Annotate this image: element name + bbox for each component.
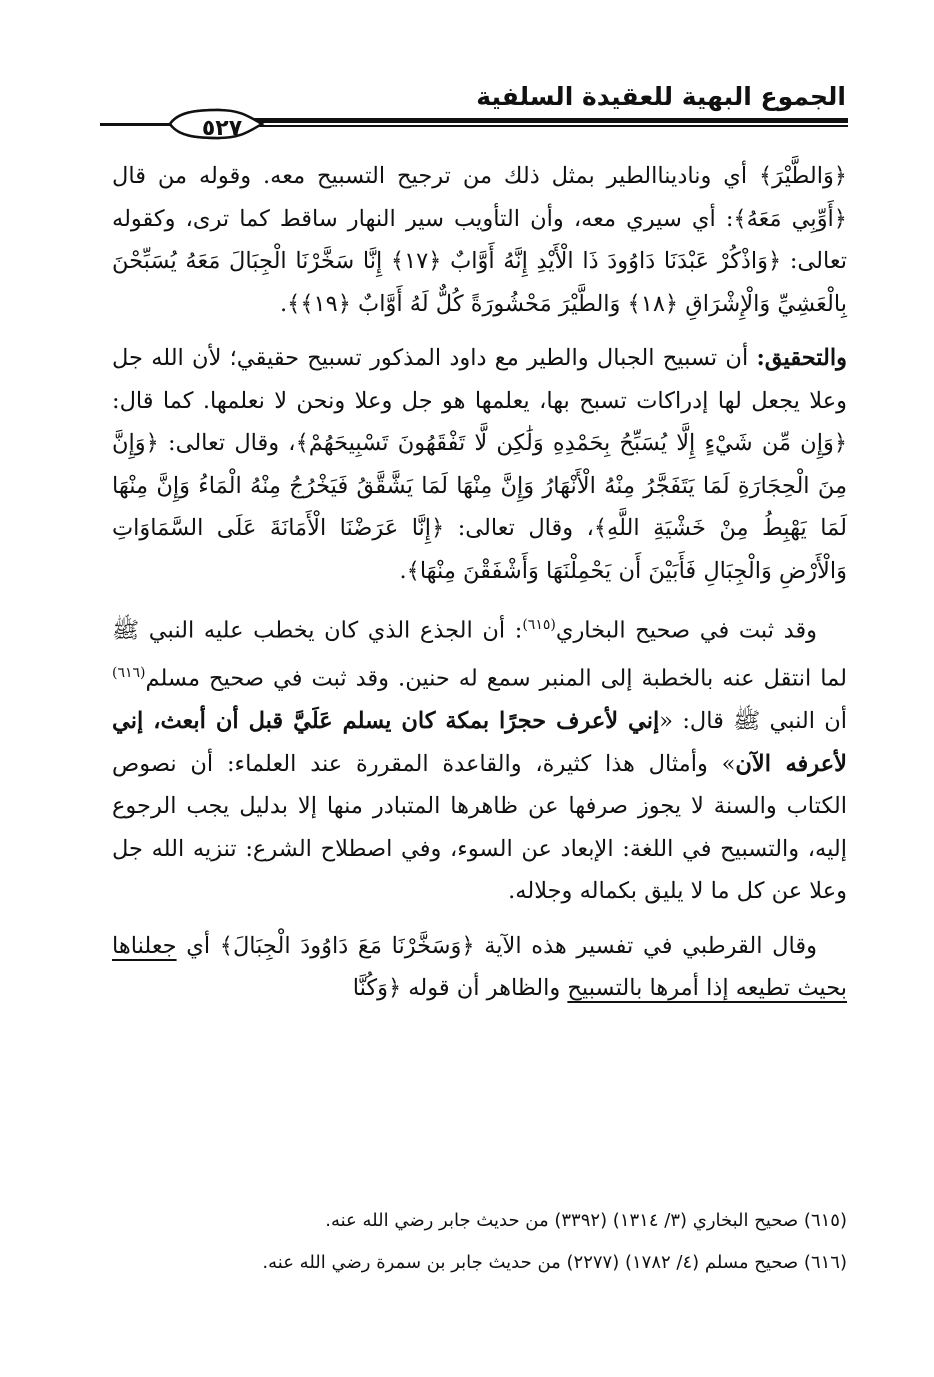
paragraph-4	[112, 925, 847, 1010]
paragraph-4-text-b: والظاهر أن قوله ﴿وَكُنَّا	[352, 975, 568, 1001]
paragraph-3-text-d: » وأمثال هذا كثيرة، والقاعدة المقررة عند العلماء: أن نصوص الكتاب والسنة لا يجوز صرفها عن ظاهرها المتبادر منها إلا بدليل يجب الرجوع إليه، والتسبيح في اللغة: الإبعاد عن السوء، وفي اصطلاح الشرع: تنزيه الله جل وعلا عن كل ما لا يليق بكماله وجلاله.	[112, 750, 847, 904]
paragraph-3	[112, 604, 847, 913]
footnote-616: (٦١٦) صحيح مسلم (٤/ ١٧٨٢) (٢٢٧٧) من حديث جابر بن سمرة رضي الله عنه.	[262, 1252, 847, 1273]
paragraph-4-text-a: وقال القرطبي في تفسير هذه الآية ﴿وَسَخَّرْنَا مَعَ دَاوُودَ الْجِبَالَ﴾ أي	[176, 932, 817, 959]
footnote-ref-615: (٦١٥)	[522, 617, 556, 633]
paragraph-3-text-a: وقد ثبت في صحيح البخاري	[555, 617, 818, 644]
paragraph-2-text: أن تسبيح الجبال والطير مع داود المذكور تسبيح حقيقي؛ لأن الله جل وعلا يجعل لها إدراكات تسبح بها، يعلمها هو جل وعلا ونحن لا نعلمها. كما قال: ﴿وَإِن مِّن شَيْءٍ إِلَّا يُسَبِّحُ بِحَمْدِهِ وَلَٰكِن لَّا تَفْقَهُونَ تَسْبِيحَهُمْ﴾، وقال تعالى: ﴿وَإِنَّ مِنَ الْحِجَارَةِ لَمَا يَتَفَجَّرُ مِنْهُ الْأَنْهَارُ وَإِنَّ مِنْهَا لَمَا يَشَّقَّقُ فَيَخْرُجُ مِنْهُ الْمَاءُ وَإِنَّ مِنْهَا لَمَا يَهْبِطُ مِنْ خَشْيَةِ اللَّهِ﴾، وقال تعالى: ﴿إِنَّا عَرَضْنَا الْأَمَانَةَ عَلَى السَّمَاوَاتِ وَالْأَرْضِ وَالْجِبَالِ فَأَبَيْنَ أَن يَحْمِلْنَهَا وَأَشْفَقْنَ مِنْهَا﴾.	[112, 345, 847, 584]
page-number: ٥٢٧	[201, 116, 243, 141]
hadith-quote: إني لأعرف حجرًا بمكة كان يسلم عَلَيَّ قبل أن أبعث، إني لأعرفه الآن	[112, 708, 847, 777]
underlined-phrase: جعلناها بحيث تطيعه إذا أمرها بالتسبيح	[112, 932, 847, 1001]
main-text	[112, 155, 847, 1010]
footnotes	[112, 1200, 847, 1284]
paragraph-2	[112, 337, 847, 592]
footnote-615: (٦١٥) صحيح البخاري (٣/ ١٣١٤) (٣٣٩٢) من حديث جابر رضي الله عنه.	[325, 1210, 847, 1231]
page-header	[100, 80, 850, 150]
paragraph-3-text-c: أن النبي ﷺ قال: «	[659, 708, 848, 734]
paragraph-lead: والتحقيق:	[756, 345, 847, 371]
footnote-ref-616: (٦١٦)	[112, 665, 146, 681]
paragraph-1: ﴿وَالطَّيْرَ﴾ أي وناديناالطير بمثل ذلك من ترجيح التسبيح معه. وقوله من قال ﴿أَوِّبِي مَعَهُ﴾: أي سيري معه، وأن التأويب سير النهار ساقط كما ترى، وكقوله تعالى: ﴿وَاذْكُرْ عَبْدَنَا دَاوُودَ ذَا الْأَيْدِ إِنَّهُ أَوَّابٌ ﴿١٧﴾ إِنَّا سَخَّرْنَا الْجِبَالَ مَعَهُ يُسَبِّحْنَ بِالْعَشِيِّ وَالْإِشْرَاقِ ﴿١٨﴾ وَالطَّيْرَ مَحْشُورَةً كُلٌّ لَهُ أَوَّابٌ ﴿١٩﴾﴾.	[112, 163, 847, 317]
book-title: الجموع البهية للعقيدة السلفية	[476, 82, 846, 111]
paragraph-3-text-b: : أن الجذع الذي كان يخطب عليه النبي ﷺ لما انتقل عنه بالخطبة إلى المنبر سمع له حنين. وقد ثبت في صحيح مسلم	[112, 617, 847, 692]
